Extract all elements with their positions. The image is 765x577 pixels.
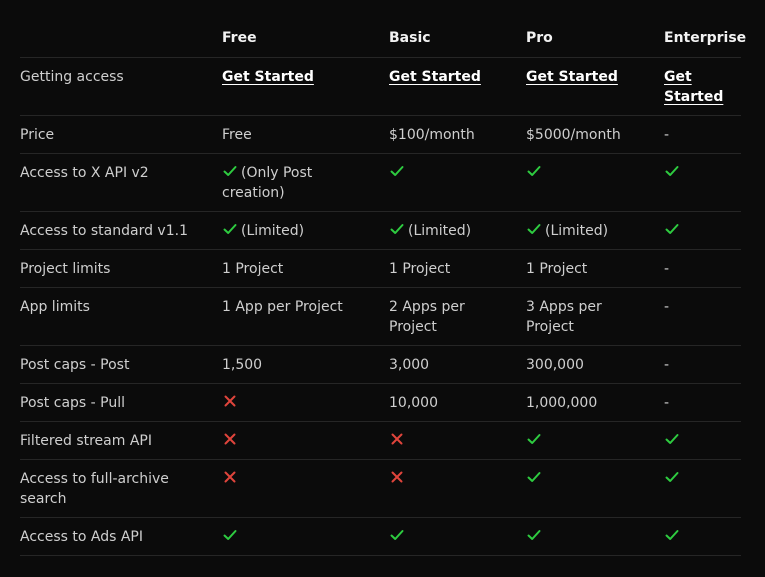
- check-icon: [664, 221, 680, 237]
- header-empty: [20, 18, 222, 57]
- cell-pro: [526, 116, 664, 153]
- row-label: Price: [20, 127, 55, 143]
- check-icon: [222, 221, 238, 237]
- cell-free: [222, 288, 389, 345]
- header-enterprise: Enterprise: [664, 30, 747, 46]
- cell-value: 1 App per Project: [222, 299, 343, 315]
- check-icon: [526, 163, 542, 179]
- check-icon: [526, 527, 542, 543]
- cell-value: 2 Apps per Project: [389, 299, 465, 335]
- cell-enterprise: [664, 460, 741, 517]
- cell-basic: [389, 460, 526, 517]
- table-row: [20, 346, 741, 384]
- cell-free: [222, 250, 389, 287]
- cell-free: [222, 116, 389, 153]
- header-pro: Pro: [526, 30, 553, 46]
- cell-value: -: [664, 127, 670, 143]
- cell-value: 1 Project: [526, 261, 588, 277]
- cell-value: 1 Project: [222, 261, 284, 277]
- cross-icon: [222, 469, 238, 485]
- cell-value: 1,000,000: [526, 395, 598, 411]
- check-icon: [526, 431, 542, 447]
- check-icon: [526, 221, 542, 237]
- cell-enterprise: [664, 518, 741, 555]
- cell-enterprise: [664, 116, 741, 153]
- cell-pro: [526, 154, 664, 211]
- cell-free: [222, 518, 389, 555]
- header-basic: Basic: [389, 30, 431, 46]
- cell-free: [222, 212, 389, 249]
- table-row: [20, 58, 741, 116]
- check-icon: [222, 527, 238, 543]
- cell-value: 10,000: [389, 395, 438, 411]
- cell-basic: [389, 250, 526, 287]
- row-label: Filtered stream API: [20, 433, 152, 449]
- cell-pro: [526, 422, 664, 459]
- table-row: [20, 154, 741, 212]
- cell-enterprise: [664, 212, 741, 249]
- cell-pro: [526, 384, 664, 421]
- cell-pro: [526, 518, 664, 555]
- cell-enterprise: [664, 58, 741, 115]
- cell-basic: [389, 288, 526, 345]
- cell-note: (Limited): [545, 223, 609, 239]
- table-header-row: [20, 18, 747, 58]
- table-row: [20, 212, 741, 250]
- cell-enterprise: [664, 154, 741, 211]
- get-started-link[interactable]: Get Started: [389, 69, 481, 85]
- cell-value: -: [664, 357, 670, 373]
- cell-free: [222, 384, 389, 421]
- cell-enterprise: [664, 384, 741, 421]
- cell-value: 3 Apps per Project: [526, 299, 602, 335]
- cell-enterprise: [664, 288, 741, 345]
- cross-icon: [222, 431, 238, 447]
- cell-value: $5000/month: [526, 127, 621, 143]
- cell-basic: [389, 58, 526, 115]
- cell-free: [222, 460, 389, 517]
- cell-pro: [526, 460, 664, 517]
- cell-free: [222, 154, 389, 211]
- row-label: Access to full-archive search: [20, 471, 169, 507]
- cell-enterprise: [664, 422, 741, 459]
- get-started-link[interactable]: Get Started: [222, 69, 314, 85]
- table-row: [20, 384, 741, 422]
- check-icon: [664, 163, 680, 179]
- table-body: [20, 58, 741, 556]
- cross-icon: [222, 393, 238, 409]
- header-free: Free: [222, 30, 257, 46]
- cell-basic: [389, 116, 526, 153]
- table-row: [20, 460, 741, 518]
- cell-pro: [526, 212, 664, 249]
- cell-basic: [389, 518, 526, 555]
- cell-note: (Limited): [408, 223, 472, 239]
- row-label: Access to standard v1.1: [20, 223, 188, 239]
- cell-basic: [389, 422, 526, 459]
- table-row: [20, 288, 741, 346]
- check-icon: [389, 163, 405, 179]
- cell-pro: [526, 346, 664, 383]
- cell-value: -: [664, 261, 670, 277]
- cell-free: [222, 346, 389, 383]
- cell-value: 300,000: [526, 357, 584, 373]
- check-icon: [389, 221, 405, 237]
- check-icon: [664, 431, 680, 447]
- cell-basic: [389, 384, 526, 421]
- cell-enterprise: [664, 346, 741, 383]
- row-label: Post caps - Post: [20, 357, 130, 373]
- cell-free: [222, 58, 389, 115]
- check-icon: [664, 527, 680, 543]
- cell-note: (Limited): [241, 223, 305, 239]
- row-label: App limits: [20, 299, 90, 315]
- cell-basic: [389, 346, 526, 383]
- row-label: Access to Ads API: [20, 529, 143, 545]
- cell-pro: [526, 288, 664, 345]
- table-row: [20, 422, 741, 460]
- cell-value: $100/month: [389, 127, 475, 143]
- check-icon: [389, 527, 405, 543]
- pricing-comparison-table: [20, 18, 747, 556]
- cell-value: 1,500: [222, 357, 263, 373]
- check-icon: [222, 163, 238, 179]
- cell-basic: [389, 154, 526, 211]
- cross-icon: [389, 431, 405, 447]
- cell-value: 3,000: [389, 357, 430, 373]
- cell-basic: [389, 212, 526, 249]
- row-label: Project limits: [20, 261, 111, 277]
- table-row: [20, 116, 741, 154]
- cell-pro: [526, 58, 664, 115]
- cell-value: Free: [222, 127, 252, 143]
- cross-icon: [389, 469, 405, 485]
- table-row: [20, 250, 741, 288]
- cell-enterprise: [664, 250, 741, 287]
- get-started-link[interactable]: Get Started: [664, 69, 724, 105]
- check-icon: [526, 469, 542, 485]
- cell-value: -: [664, 299, 670, 315]
- cell-free: [222, 422, 389, 459]
- cell-note: (Only Post creation): [222, 165, 313, 201]
- check-icon: [664, 469, 680, 485]
- row-label: Getting access: [20, 69, 124, 85]
- get-started-link[interactable]: Get Started: [526, 69, 618, 85]
- table-row: [20, 518, 741, 556]
- row-label: Access to X API v2: [20, 165, 149, 181]
- cell-pro: [526, 250, 664, 287]
- cell-value: 1 Project: [389, 261, 451, 277]
- row-label: Post caps - Pull: [20, 395, 125, 411]
- cell-value: -: [664, 395, 670, 411]
